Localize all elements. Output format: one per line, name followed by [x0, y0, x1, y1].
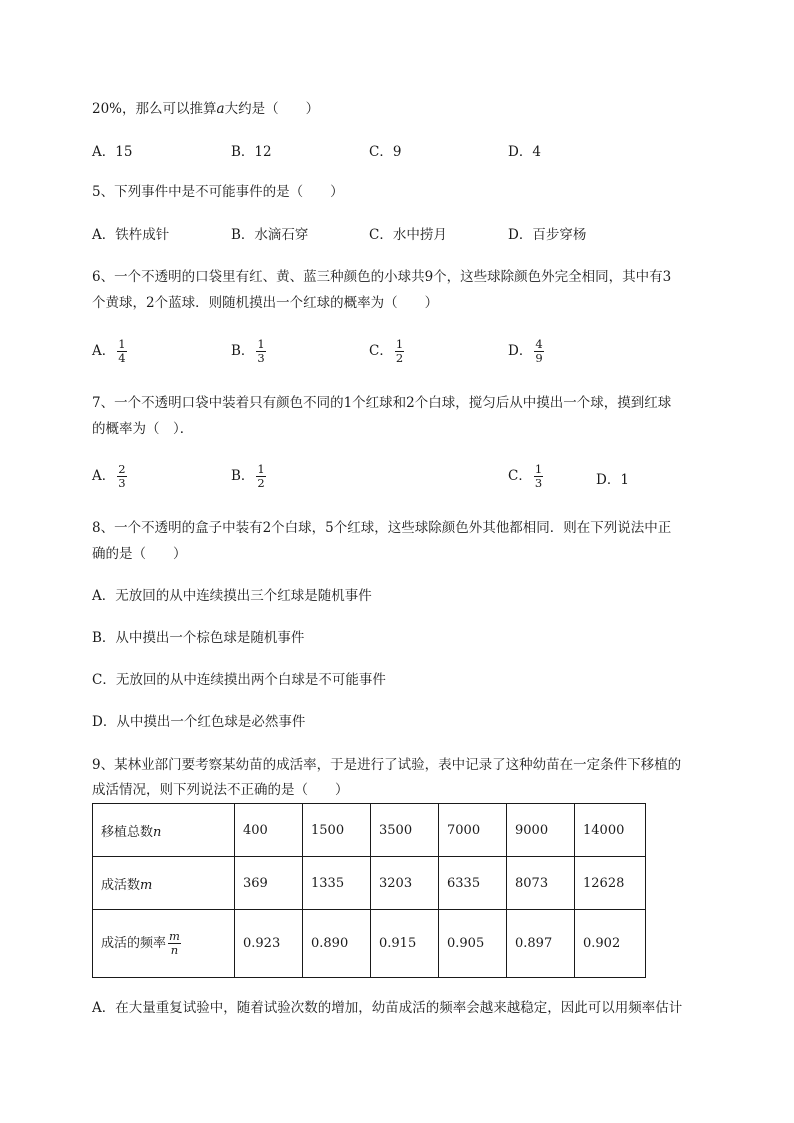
- table-cell: 12628: [575, 857, 646, 910]
- q7-option-d: D．1: [596, 472, 629, 488]
- q4-variable: a: [216, 101, 225, 117]
- q4-option-d: D．4: [508, 144, 541, 160]
- table-cell: 3500: [371, 804, 439, 857]
- q7-stem-line2: 的概率为（ ）．: [92, 421, 194, 437]
- table-cell: 1335: [303, 857, 371, 910]
- q6-option-b-prefix: B．: [231, 343, 255, 359]
- q6-option-d-prefix: D．: [508, 343, 533, 359]
- table-cell: 400: [235, 804, 303, 857]
- table-row: [93, 910, 646, 978]
- fraction-numerator: 1: [395, 337, 404, 351]
- fraction-denominator: 3: [118, 476, 126, 490]
- fraction-denominator: 9: [535, 351, 543, 365]
- seedling-survival-table: [92, 803, 646, 978]
- table-row: [93, 857, 646, 910]
- q8-option-b: B．从中摸出一个棕色球是随机事件: [92, 630, 305, 646]
- table-cell: 0.902: [575, 910, 646, 978]
- q9-option-a: A．在大量重复试验中，随着试验次数的增加，幼苗成活的频率会越来越稳定，因此可以用频率估计: [92, 1000, 683, 1016]
- table-row: [93, 804, 646, 857]
- q6-option-a-prefix: A．: [92, 343, 116, 359]
- q7-option-a-prefix: A．: [92, 468, 116, 484]
- table-cell: 7000: [439, 804, 507, 857]
- q8-stem-line2: 确的是（ ）: [92, 546, 187, 562]
- q5-option-c: C．水中捞月: [369, 227, 447, 243]
- q7-option-b-prefix: B．: [231, 468, 255, 484]
- q8-option-d: D．从中摸出一个红色球是必然事件: [92, 714, 306, 730]
- q5-stem: 5、下列事件中是不可能事件的是（ ）: [92, 184, 344, 200]
- fraction-denominator: 3: [534, 476, 543, 490]
- q4-stem-part1: 20%，那么可以推算: [92, 101, 217, 117]
- q6-option-a: [92, 338, 127, 365]
- fraction-numerator: 1: [257, 462, 265, 476]
- fraction: [168, 930, 181, 957]
- q9-stem-line2: 成活情况，则下列说法不正确的是（ ）: [92, 782, 349, 798]
- row-label-survived: [93, 857, 235, 910]
- fraction-numerator: 1: [534, 462, 543, 476]
- q7-option-c-prefix: C．: [508, 468, 532, 484]
- q8-stem-line1: 8、一个不透明的盒子中装有2个白球，5个红球，这些球除颜色外其他都相同．则在下列说法中正: [92, 520, 672, 536]
- q7-option-b: [231, 463, 266, 490]
- row-label-variable: n: [153, 824, 162, 840]
- q8-option-c: C．无放回的从中连续摸出两个白球是不可能事件: [92, 672, 386, 688]
- table-cell: 1500: [303, 804, 371, 857]
- q7-option-a: [92, 463, 127, 490]
- row-label-frequency: [93, 910, 235, 978]
- q6-option-b: [231, 338, 266, 365]
- q4-stem-part2: 大约是（ ）: [224, 101, 320, 117]
- q6-stem-line2: 个黄球，2个蓝球．则随机摸出一个红球的概率为（ ）: [92, 295, 439, 311]
- fraction-numerator: m: [169, 929, 180, 943]
- table-cell: 6335: [439, 857, 507, 910]
- fraction-numerator: 1: [118, 337, 126, 351]
- row-label-variable: m: [140, 877, 153, 893]
- row-label-total: [93, 804, 235, 857]
- fraction: [534, 463, 543, 490]
- fraction-denominator: n: [170, 943, 179, 957]
- table-cell: 14000: [575, 804, 646, 857]
- table-cell: 0.905: [439, 910, 507, 978]
- table-cell: 3203: [371, 857, 439, 910]
- q6-option-c-prefix: C．: [369, 343, 393, 359]
- q4-option-b: B．12: [231, 144, 272, 160]
- q5-option-d: D．百步穿杨: [508, 227, 587, 243]
- fraction: [256, 338, 265, 365]
- table-cell: 0.890: [303, 910, 371, 978]
- q5-option-a: A．铁杵成针: [92, 227, 170, 243]
- fraction-denominator: 2: [395, 351, 404, 365]
- table-cell: 9000: [507, 804, 575, 857]
- q4-stem: [92, 99, 319, 119]
- row-label-text: 移植总数: [101, 824, 154, 840]
- q4-option-c: C．9: [369, 144, 402, 160]
- fraction-numerator: 1: [257, 337, 265, 351]
- fraction-numerator: 2: [118, 462, 126, 476]
- q7-option-c: [508, 463, 543, 490]
- fraction: [117, 338, 126, 365]
- q6-stem-line1: 6、一个不透明的口袋里有红、黄、蓝三种颜色的小球共9个，这些球除颜色外完全相同，其中有3: [92, 269, 672, 285]
- q4-option-a: A．15: [92, 144, 133, 160]
- q6-option-d: [508, 338, 544, 365]
- table-cell: 0.897: [507, 910, 575, 978]
- row-label-text: 成活数: [101, 877, 141, 893]
- fraction: [117, 463, 126, 490]
- fraction: [395, 338, 404, 365]
- q5-option-b: B．水滴石穿: [231, 227, 309, 243]
- fraction-numerator: 4: [535, 337, 543, 351]
- fraction-denominator: 4: [118, 351, 126, 365]
- fraction: [534, 338, 543, 365]
- table-cell: 369: [235, 857, 303, 910]
- q9-stem-line1: 9、某林业部门要考察某幼苗的成活率，于是进行了试验，表中记录了这种幼苗在一定条件下移植的: [92, 757, 682, 773]
- fraction: [256, 463, 265, 490]
- fraction-denominator: 2: [257, 476, 265, 490]
- row-label-text: 成活的频率: [101, 936, 167, 951]
- q6-option-c: [369, 338, 404, 365]
- q7-stem-line1: 7、一个不透明口袋中装着只有颜色不同的1个红球和2个白球，搅匀后从中摸出一个球，摸到红球: [92, 395, 672, 411]
- table-cell: 8073: [507, 857, 575, 910]
- table-cell: 0.923: [235, 910, 303, 978]
- table-cell: 0.915: [371, 910, 439, 978]
- fraction-denominator: 3: [257, 351, 265, 365]
- q8-option-a: A．无放回的从中连续摸出三个红球是随机事件: [92, 588, 372, 604]
